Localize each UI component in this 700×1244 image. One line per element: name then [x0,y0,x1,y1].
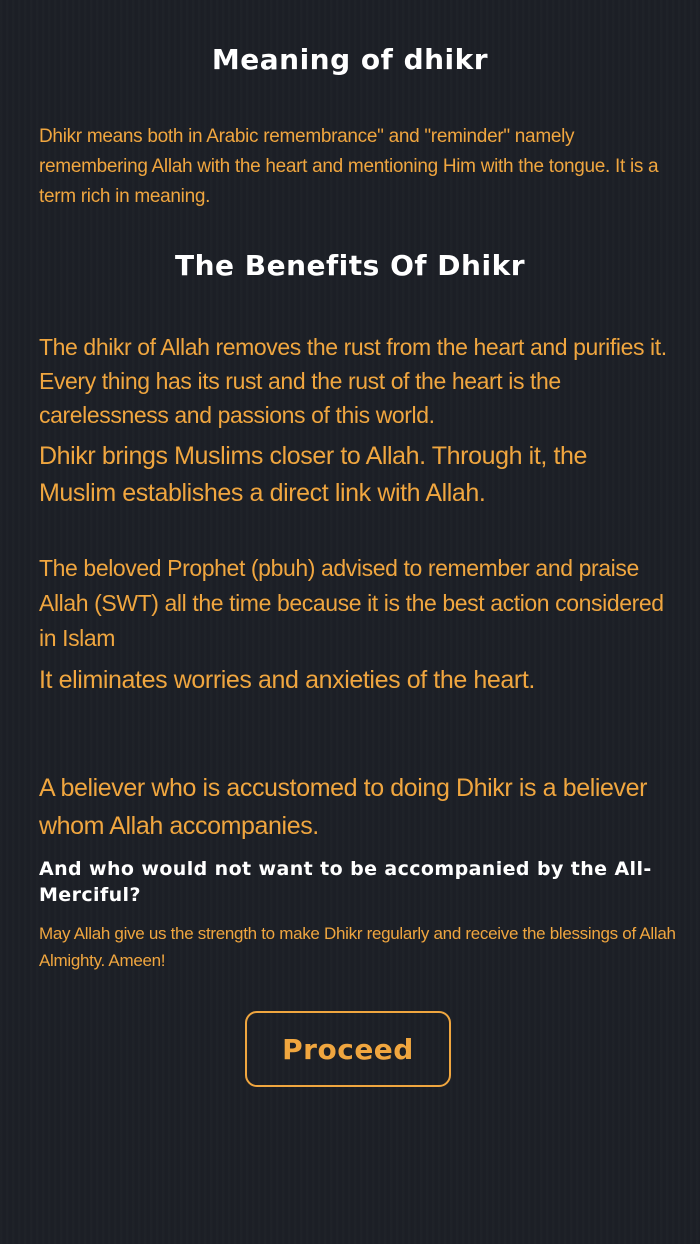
benefit-prophet-text: The beloved Prophet (pbuh) advised to remember and praise Allah (SWT) all the time because it is the best action considered in Islam [39,555,664,651]
benefit-believer-text: A believer who is accustomed to doing Dhikr is a believer whom Allah accompanies. [39,774,648,840]
proceed-button[interactable]: Proceed [245,1011,451,1087]
benefit-closer-text: Dhikr brings Muslims closer to Allah. Through it, the Muslim establishes a direct link with Allah. [39,442,588,507]
merciful-question: And who would not want to be accompanied by the All-Merciful? [39,858,652,906]
meaning-text: Dhikr means both in Arabic remembrance" and "reminder" namely remembering Allah with the heart and mentioning Him with the tongue. It is a term rich in meaning. [39,126,659,207]
meaning-title: Meaning of dhikr [211,43,489,76]
prayer-text: May Allah give us the strength to make Dhikr regularly and receive the blessings of Allah Almighty. Ameen! [39,924,676,970]
benefit-worries-text: It eliminates worries and anxieties of the heart. [39,666,535,694]
benefit-rust-text: The dhikr of Allah removes the rust from the heart and purifies it. Every thing has its rust and the rust of the heart is the carelessness and passions of this world. [39,334,667,428]
benefits-title: The Benefits Of Dhikr [174,249,526,282]
